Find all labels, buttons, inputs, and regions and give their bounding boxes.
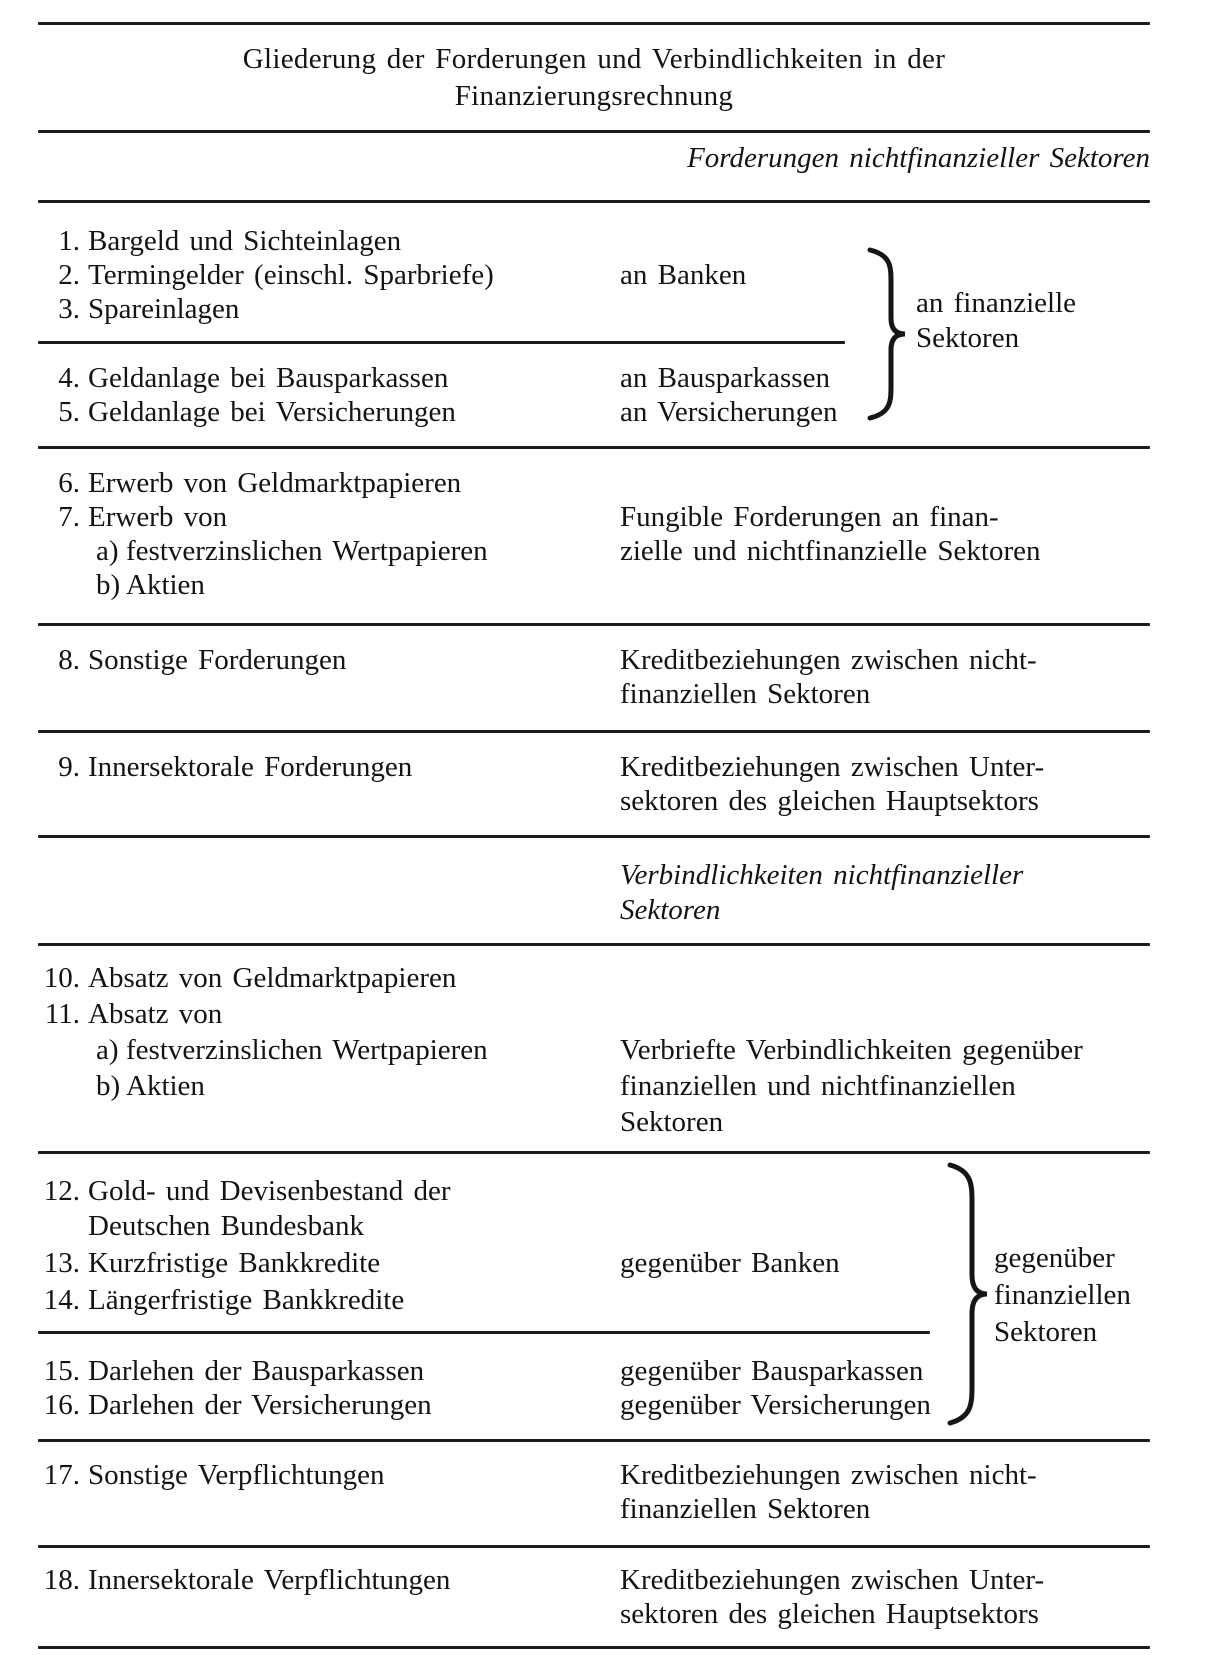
rule-below-item-16 — [38, 1439, 1150, 1442]
list-item-17 — [30, 1458, 384, 1492]
annotation-item-17-line2: finanziellen Sektoren — [620, 1493, 871, 1525]
annotation-item-8-line2: finanziellen Sektoren — [620, 678, 871, 710]
subitem-text: Aktien — [126, 569, 205, 601]
item-text: Innersektorale Forderungen — [88, 751, 413, 783]
item-number: 4. — [58, 362, 80, 394]
list-item-13 — [30, 1246, 380, 1280]
item-text: Erwerb von Geldmarktpapieren — [88, 467, 462, 499]
brace-label-line1: an finanzielle — [916, 287, 1076, 319]
item-number: 12. — [43, 1175, 80, 1207]
item-text: Geldanlage bei Versicherungen — [88, 396, 456, 428]
list-item-8 — [30, 643, 346, 677]
list-item-15 — [30, 1354, 424, 1388]
item-text: Innersektorale Verpflichtungen — [88, 1564, 451, 1596]
list-item-12 — [30, 1174, 451, 1208]
subitem-letter: b) — [96, 569, 121, 601]
item-number: 15. — [43, 1355, 80, 1387]
item-text: Darlehen der Versicherungen — [88, 1389, 432, 1421]
subitem-text: festverzinslichen Wertpapieren — [126, 535, 488, 567]
subitem-letter: a) — [96, 1034, 119, 1066]
item-text: Absatz von — [88, 998, 223, 1030]
item-text: Termingelder (einschl. Sparbriefe) — [88, 259, 494, 291]
list-subitem-11a — [96, 1033, 488, 1067]
list-item-14 — [30, 1283, 404, 1317]
rule-below-item-17 — [38, 1545, 1150, 1548]
item-text: Sonstige Verpflichtungen — [88, 1459, 385, 1491]
item-number: 1. — [58, 225, 80, 257]
item-text: Erwerb von — [88, 501, 228, 533]
list-item-4 — [30, 361, 448, 395]
item-text: Sonstige Forderungen — [88, 644, 347, 676]
list-item-7 — [30, 500, 227, 534]
list-item-18 — [30, 1563, 450, 1597]
item-number: 17. — [43, 1459, 80, 1491]
item-text: Bargeld und Sichteinlagen — [88, 225, 402, 257]
rule-below-item-9 — [38, 835, 1150, 838]
list-item-16 — [30, 1388, 432, 1422]
annotation-item-5: an Versicherungen — [620, 396, 838, 428]
page-title-line1: Gliederung der Forderungen und Verbindlichkeiten in der — [242, 43, 946, 75]
item-number: 11. — [44, 998, 80, 1030]
annotation-item-2: an Banken — [620, 259, 747, 291]
rule-below-item-8 — [38, 730, 1150, 733]
page-title-line2: Finanzierungsrechnung — [454, 80, 734, 112]
rule-below-title — [38, 130, 1150, 133]
item-text: Spareinlagen — [88, 293, 240, 325]
annotation-item-4: an Bausparkassen — [620, 362, 830, 394]
annotation-item-7-line2: zielle und nichtfinanzielle Sektoren — [620, 535, 1041, 567]
item-number: 18. — [43, 1564, 80, 1596]
annotation-item-11-line2: finanziellen und nichtfinanziellen — [620, 1070, 1016, 1102]
curly-brace-icon — [946, 1161, 990, 1427]
rule-partial-items-14-15 — [38, 1331, 930, 1334]
subitem-text: Aktien — [126, 1070, 205, 1102]
item-number: 6. — [58, 467, 80, 499]
annotation-item-9-line2: sektoren des gleichen Hauptsektors — [620, 785, 1039, 817]
list-item-5 — [30, 395, 456, 429]
annotation-item-8-line1: Kreditbeziehungen zwischen nicht- — [620, 644, 1037, 676]
curly-brace-icon — [866, 246, 908, 422]
list-item-6 — [30, 466, 461, 500]
section-header-verbindlichkeiten-line2: Sektoren — [620, 894, 721, 926]
annotation-item-17-line1: Kreditbeziehungen zwischen nicht- — [620, 1459, 1037, 1491]
item-number: 14. — [43, 1284, 80, 1316]
annotation-item-7-line1: Fungible Forderungen an finan- — [620, 501, 999, 533]
annotation-item-11-line1: Verbriefte Verbindlichkeiten gegenüber — [620, 1034, 1083, 1066]
item-text: Gold- und Devisenbestand der — [88, 1175, 451, 1207]
list-subitem-7a — [96, 534, 488, 568]
annotation-item-11-line3: Sektoren — [620, 1106, 724, 1138]
subitem-text: festverzinslichen Wertpapieren — [126, 1034, 488, 1066]
annotation-item-13: gegenüber Banken — [620, 1247, 840, 1279]
subitem-letter: a) — [96, 535, 119, 567]
list-item-11 — [30, 997, 222, 1031]
rule-below-item-5 — [38, 446, 1150, 449]
brace-label-line3: Sektoren — [994, 1316, 1098, 1348]
item-text: Längerfristige Bankkredite — [88, 1284, 405, 1316]
rule-partial-items-3-4 — [38, 341, 845, 344]
item-text: Darlehen der Bausparkassen — [88, 1355, 425, 1387]
list-item-3 — [30, 292, 239, 326]
list-item-9 — [30, 750, 412, 784]
item-number: 2. — [58, 259, 80, 291]
list-item-1 — [30, 224, 401, 258]
section-header-verbindlichkeiten-line1: Verbindlichkeiten nichtfinanzieller — [620, 859, 1024, 891]
annotation-item-9-line1: Kreditbeziehungen zwischen Unter- — [620, 751, 1045, 783]
item-number: 13. — [43, 1247, 80, 1279]
item-number: 9. — [58, 751, 80, 783]
annotation-item-15: gegenüber Bausparkassen — [620, 1355, 924, 1387]
subitem-letter: b) — [96, 1070, 121, 1102]
item-number: 3. — [58, 293, 80, 325]
item-number: 16. — [43, 1389, 80, 1421]
rule-bottom — [38, 1646, 1150, 1649]
rule-below-forderungen-header — [38, 200, 1150, 203]
list-subitem-11b — [96, 1069, 205, 1103]
item-text: Kurzfristige Bankkredite — [88, 1247, 381, 1279]
brace-label-line2: finanziellen — [994, 1279, 1131, 1311]
brace-label-line2: Sektoren — [916, 322, 1020, 354]
annotation-item-18-line1: Kreditbeziehungen zwischen Unter- — [620, 1564, 1045, 1596]
rule-below-item-7 — [38, 623, 1150, 626]
section-header-forderungen: Forderungen nichtfinanzieller Sektoren — [687, 142, 1150, 174]
annotation-item-18-line2: sektoren des gleichen Hauptsektors — [620, 1598, 1039, 1630]
rule-below-verbindlichkeiten-header — [38, 943, 1150, 946]
list-item-12-continuation: Deutschen Bundesbank — [88, 1210, 365, 1242]
brace-label-line1: gegenüber — [994, 1242, 1115, 1274]
list-subitem-7b — [96, 568, 205, 602]
item-number: 5. — [58, 396, 80, 428]
rule-top — [38, 22, 1150, 25]
item-text: Geldanlage bei Bausparkassen — [88, 362, 449, 394]
list-item-10 — [30, 961, 456, 995]
item-number: 7. — [58, 501, 80, 533]
item-text: Absatz von Geldmarktpapieren — [88, 962, 457, 994]
annotation-item-16: gegenüber Versicherungen — [620, 1389, 931, 1421]
list-item-2 — [30, 258, 494, 292]
item-number: 10. — [43, 962, 80, 994]
item-number: 8. — [58, 644, 80, 676]
rule-below-item-11 — [38, 1151, 1150, 1154]
